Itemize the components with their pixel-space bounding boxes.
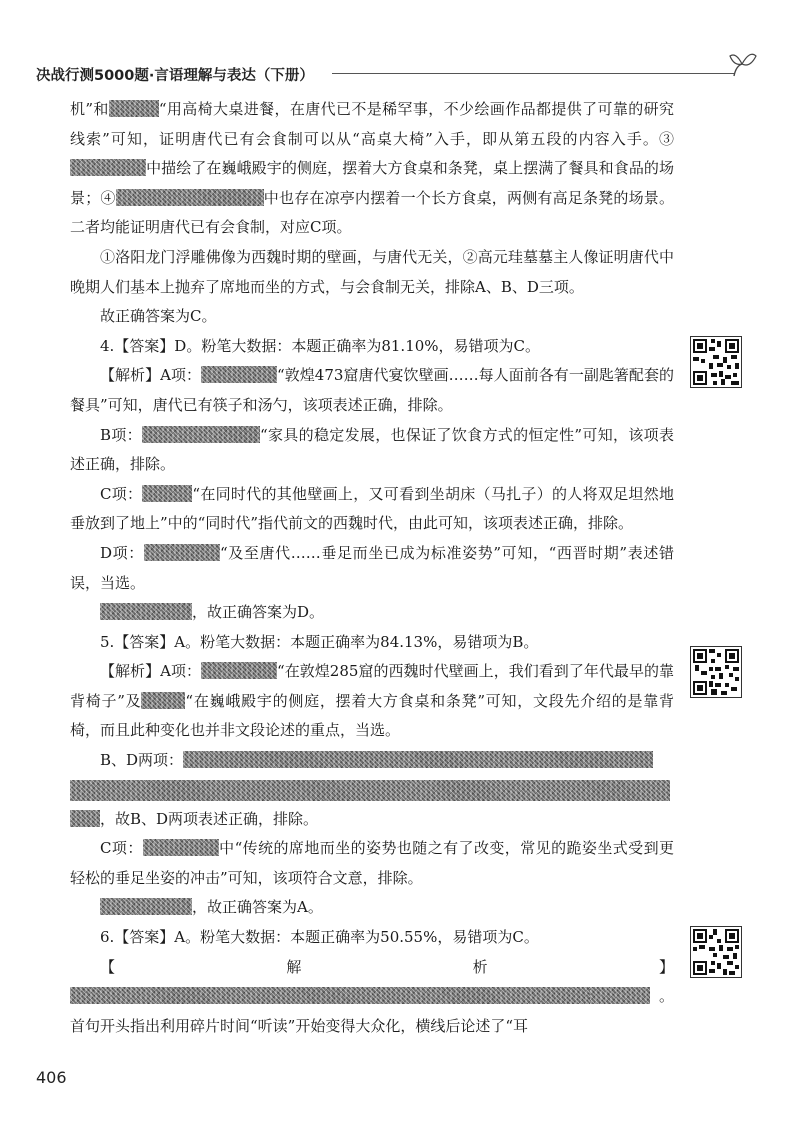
redacted-text — [109, 100, 159, 117]
paragraph: C项： “在同时代的其他壁画上，又可看到坐胡床（马扎子）的人将双足坦然地垂放到了地上”中的“同时代”指代前文的西魏时代，由此可知，该项表述正确，排除。 — [70, 484, 675, 533]
redacted-text — [70, 159, 146, 176]
redacted-text — [142, 485, 192, 502]
answer-line-q6: 6.【答案】A。粉笔大数据：本题正确率为50.55%，易错项为C。 — [100, 928, 539, 947]
header-rule — [332, 73, 734, 74]
qr-code[interactable] — [690, 336, 742, 388]
sprout-icon — [728, 46, 758, 80]
paragraph: ①洛阳龙门浮雕佛像为西魏时期的壁画，与唐代无关，②高元珪墓墓主人像证明唐代中晚期人们基本上抛弃了席地而坐的方式，与会食制无关，排除A、B、D三项。 — [70, 247, 674, 296]
answer-line-q4: 4.【答案】D。粉笔大数据：本题正确率为81.10%，易错项为C。 — [100, 336, 541, 355]
redacted-text — [70, 987, 590, 1004]
paragraph: 【解析】A项： “敦煌473窟唐代宴饮壁画……每人面前各有一副匙箸配套的餐具”可知，唐代已有筷子和汤勺，该项表述正确，排除。 — [70, 366, 674, 414]
paragraph: 【解析】。首句开头指出利用碎片时间“听读”开始变得大众化，横线后论述了“耳 — [70, 957, 674, 1035]
qr-code[interactable] — [690, 646, 742, 698]
header-title: 决战行测5000题·言语理解与表达（下册） — [36, 68, 314, 84]
answer-content — [70, 95, 674, 1041]
redacted-text — [70, 780, 670, 801]
answer-line-q5: 5.【答案】A。粉笔大数据：本题正确率为84.13%，易错项为B。 — [100, 632, 539, 651]
redacted-text — [70, 810, 100, 827]
qr-code[interactable] — [690, 926, 742, 978]
redacted-text — [143, 839, 219, 856]
redacted-text — [183, 751, 653, 768]
redacted-text — [100, 603, 192, 620]
paragraph: C项： 中“传统的席地而坐的姿势也随之有了改变，常见的跪姿坐式受到更轻松的垂足坐姿的冲击”可知，该项符合文意，排除。 — [70, 839, 675, 887]
redacted-text — [201, 366, 277, 383]
redacted-text — [590, 987, 650, 1004]
paragraph: ，故正确答案为A。 — [70, 893, 674, 923]
paragraph: ，故正确答案为D。 — [70, 598, 674, 628]
paragraph: B项： “家具的稳定发展，也保证了饮食方式的恒定性”可知，该项表述正确，排除。 — [70, 425, 675, 474]
redacted-text — [201, 662, 277, 679]
paragraph: D项： “及至唐代……垂足而坐已成为标准姿势”可知，“西晋时期”表述错误，当选。 — [70, 543, 674, 592]
redacted-text — [100, 898, 192, 915]
running-header — [36, 58, 758, 86]
page-number: 406 — [36, 1068, 67, 1087]
redacted-text — [142, 426, 260, 443]
paragraph: 机”和 “用高椅大桌进餐，在唐代已不是稀罕事，不少绘画作品都提供了可靠的研究线索”可知，证明唐代已有会食制可以从“高桌大椅”入手，即从第五段的内容入手。③中描绘了在巍峨殿宇的侧庭，摆着大方食桌和条凳，桌上摆满了餐具和食品的场景；④ 中也存在凉亭内摆着一个长方食桌，两侧有高足条凳的场景。二者均能证明唐代已有会食制，对应C项。 — [70, 100, 674, 237]
paragraph: 故正确答案为C。 — [100, 307, 217, 326]
redacted-text — [141, 692, 185, 709]
paragraph: B、D两项： ，故B、D两项表述正确，排除。 — [70, 746, 674, 834]
paragraph: 【解析】A项： “在敦煌285窟的西魏时代壁画上，我们看到了年代最早的靠背椅子”及 “在巍峨殿宇的侧庭，摆着大方食桌和条凳”可知，文段先介绍的是靠背椅，而且此种变化也并非文段论述的重点，当选。 — [70, 662, 674, 740]
redacted-text — [144, 544, 220, 561]
redacted-text — [116, 189, 264, 206]
